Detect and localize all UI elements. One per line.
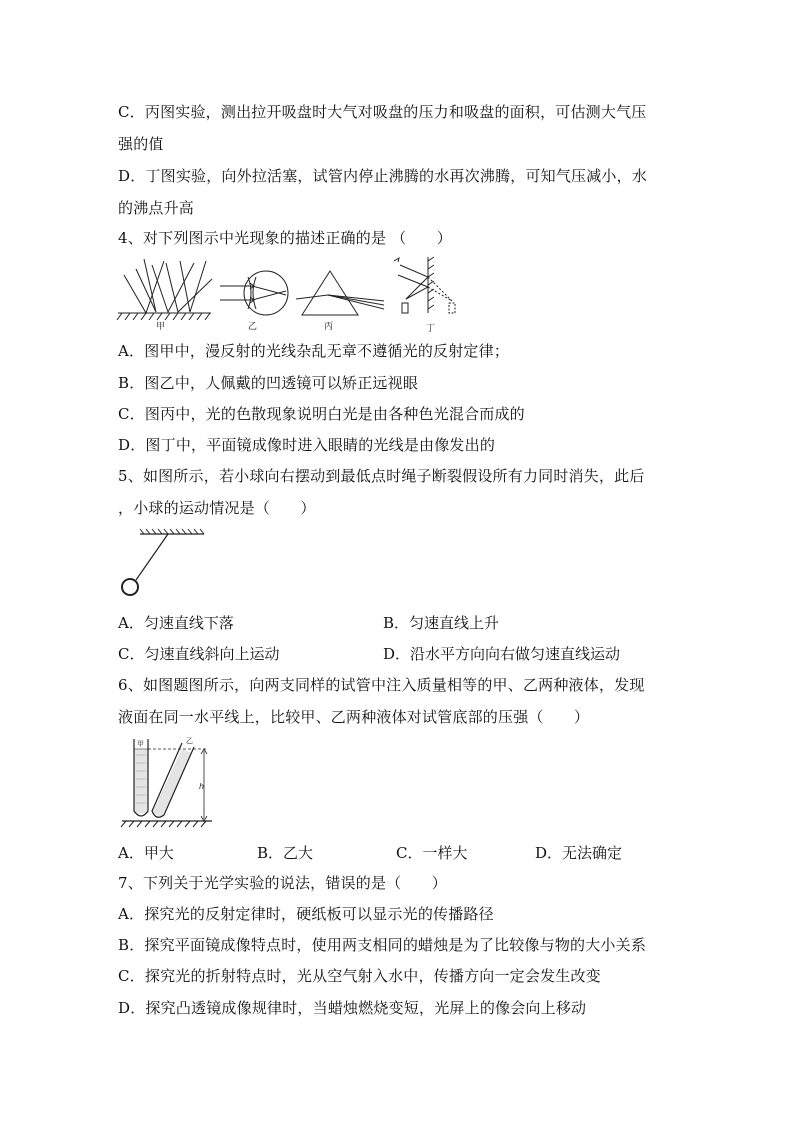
q6-option-d: D．无法确定 <box>535 844 623 862</box>
prism-figure <box>296 271 384 315</box>
q5-option-b: B．匀速直线上升 <box>383 614 500 632</box>
q4-option-b: B．图乙中，人佩戴的凹透镜可以矫正远视眼 <box>118 374 419 392</box>
q6-stem-line1: 6、如图题图所示，向两支同样的试管中注入质量相等的甲、乙两种液体，发现 <box>118 676 645 694</box>
q7-option-d: D．探究凸透镜成像规律时，当蜡烛燃烧变短，光屏上的像会向上移动 <box>118 999 587 1017</box>
fig-label-yi: 乙 <box>248 322 258 332</box>
tube-label-yi: 乙 <box>186 737 193 745</box>
q7-option-a: A．探究光的反射定律时，硬纸板可以显示光的传播路径 <box>118 905 494 923</box>
fig-label-jia: 甲 <box>156 322 166 332</box>
q6-option-a: A．甲大 <box>118 844 174 862</box>
q4-option-a: A．图甲中，漫反射的光线杂乱无章不遵循光的反射定律； <box>118 342 510 360</box>
q7-option-b: B．探究平面镜成像特点时，使用两支相同的蜡烛是为了比较像与物的大小关系 <box>118 936 647 954</box>
pendulum-figure <box>116 528 208 600</box>
q5-option-c: C．匀速直线斜向上运动 <box>118 645 280 663</box>
q5-option-d: D．沿水平方向向右做匀速直线运动 <box>383 645 621 663</box>
plane-mirror-figure <box>394 257 455 313</box>
q7-stem: 7、下列关于光学实验的说法，错误的是（ ） <box>118 874 447 892</box>
q5-stem-line2: ，小球的运动情况是（ ） <box>118 499 316 517</box>
q6-option-b: B．乙大 <box>257 844 314 862</box>
q4-figure <box>116 255 466 333</box>
fig-label-ding: 丁 <box>426 324 436 333</box>
fig-label-bing: 丙 <box>324 322 334 332</box>
q4-option-d: D．图丁中，平面镜成像时进入眼睛的光线是由像发出的 <box>118 436 496 454</box>
diffuse-reflection-figure <box>117 259 212 320</box>
eye-lens-figure <box>220 271 288 315</box>
q4-stem: 4、对下列图示中光现象的描述正确的是 （ ） <box>118 229 452 247</box>
q5-stem-line1: 5、如图所示，若小球向右摆动到最低点时绳子断裂假设所有力同时消失，此后 <box>118 467 645 485</box>
test-tubes-figure <box>116 735 216 831</box>
ball <box>122 579 138 595</box>
prev-option-c-line1: C．丙图实验，测出拉开吸盘时大气对吸盘的压力和吸盘的面积，可估测大气压 <box>118 103 647 121</box>
prev-option-d-line2: 的沸点升高 <box>118 199 195 217</box>
q4-option-c: C．图丙中，光的色散现象说明白光是由各种色光混合而成的 <box>118 405 525 423</box>
tube-label-jia: 甲 <box>137 740 144 748</box>
q5-option-a: A．匀速直线下落 <box>118 614 234 632</box>
q6-option-c: C．一样大 <box>396 844 468 862</box>
q7-option-c: C．探究光的折射特点时，光从空气射入水中，传播方向一定会发生改变 <box>118 967 601 985</box>
prev-option-c-line2: 强的值 <box>118 135 164 153</box>
q6-stem-line2: 液面在同一水平线上，比较甲、乙两种液体对试管底部的压强（ ） <box>118 708 590 726</box>
prev-option-d-line1: D．丁图实验，向外拉活塞，试管内停止沸腾的水再次沸腾，可知气压减小，水 <box>118 167 648 185</box>
height-label-h: h <box>199 782 205 791</box>
